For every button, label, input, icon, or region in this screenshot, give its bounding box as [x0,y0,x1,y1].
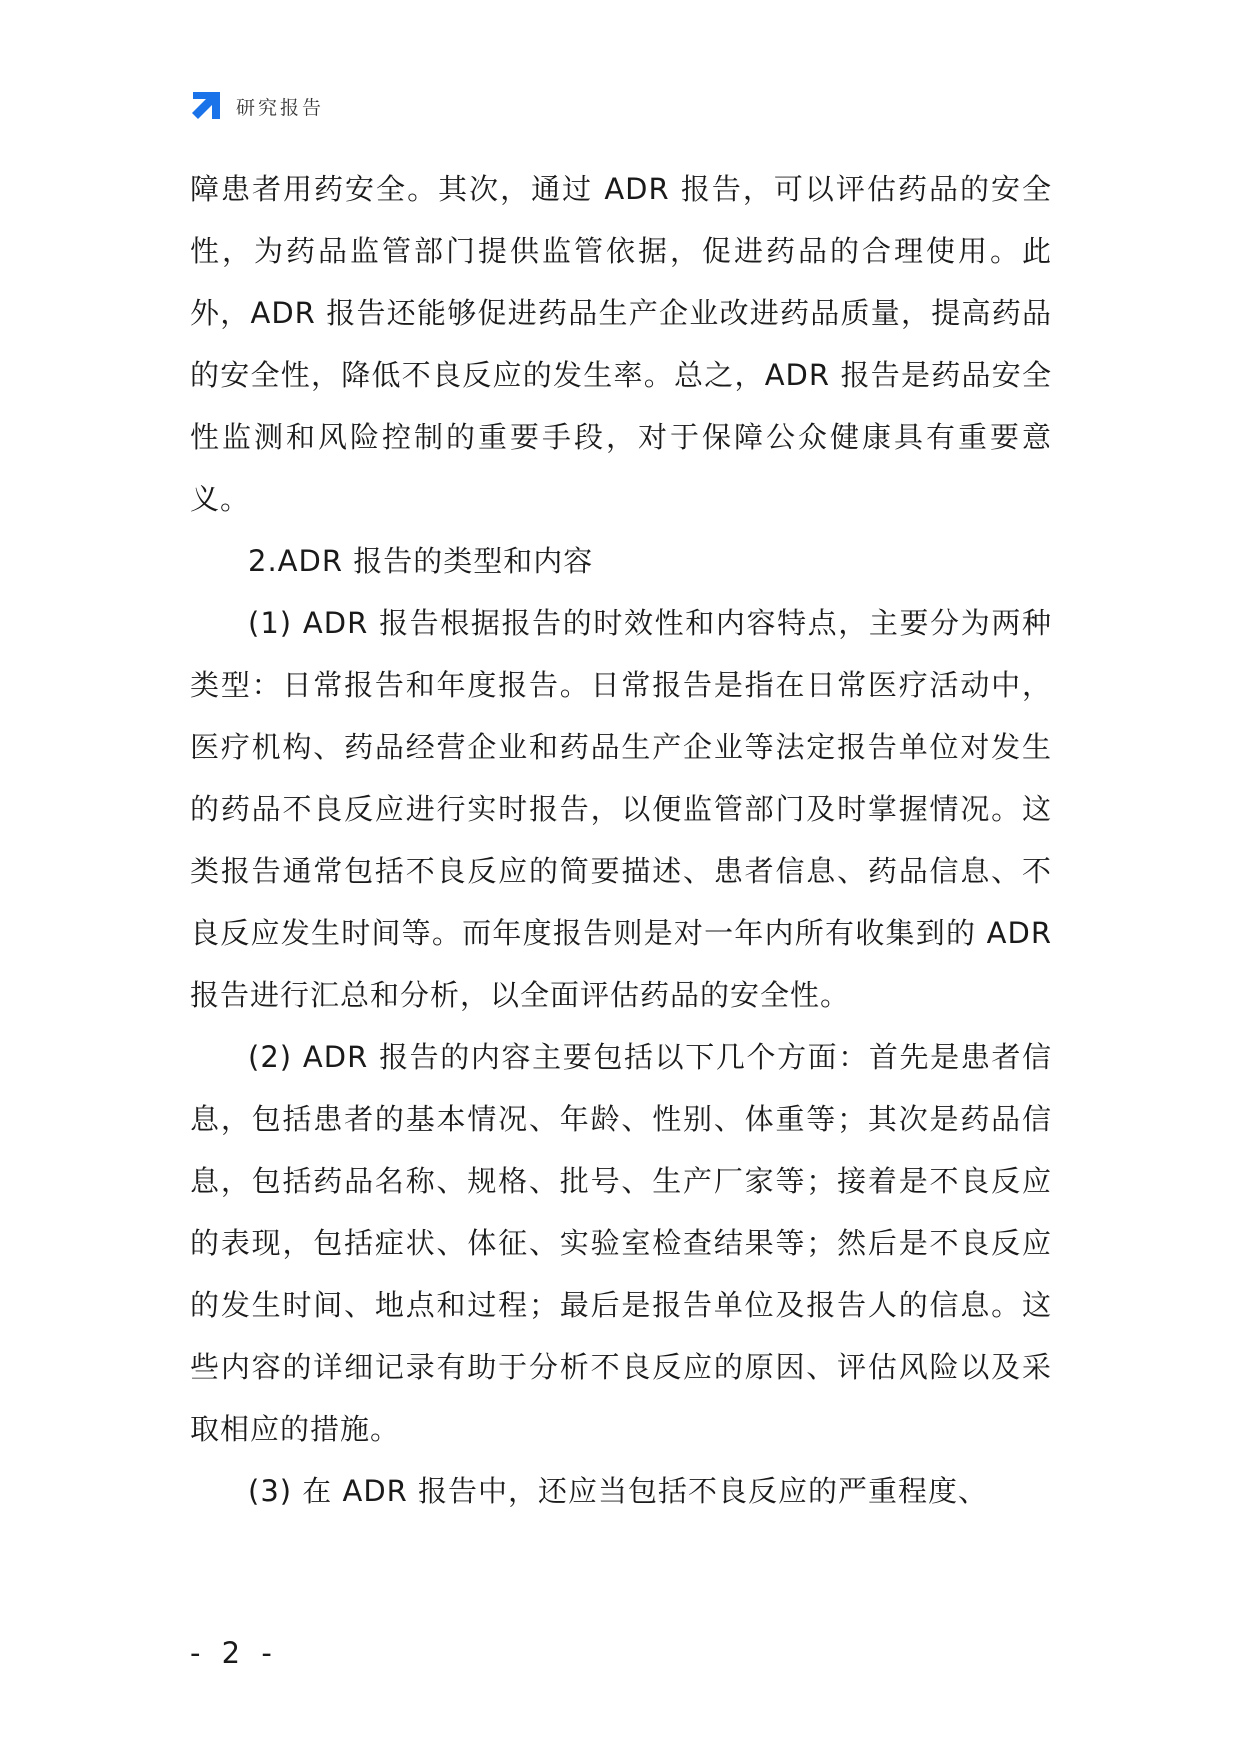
paragraph-continued: 障患者用药安全。其次，通过 ADR 报告，可以评估药品的安全性，为药品监管部门提供监管依据，促进药品的合理使用。此外，ADR 报告还能够促进药品生产企业改进药品质量，提高药品的安全性，降低不良反应的发生率。总之，ADR 报告是药品安全性监测和风险控制的重要手段，对于保障公众健康具有重要意义。 [190,172,1052,516]
header-title: 研究报告 [236,96,325,119]
paragraph-3: (3) 在 ADR 报告中，还应当包括不良反应的严重程度、 [248,1474,989,1508]
section-heading: 2.ADR 报告的类型和内容 [248,544,594,578]
paragraph-2: (2) ADR 报告的内容主要包括以下几个方面：首先是患者信息，包括患者的基本情况、年龄、性别、体重等；其次是药品信息，包括药品名称、规格、批号、生产厂家等；接着是不良反应的表现，包括症状、体征、实验室检查结果等；然后是不良反应的发生时间、地点和过程；最后是报告单位及报告人的信息。这些内容的详细记录有助于分析不良反应的原因、评估风险以及采取相应的措施。 [190,1040,1052,1446]
page-number: - 2 - [190,1636,278,1670]
document-body [190,158,1052,1522]
paragraph-1: (1) ADR 报告根据报告的时效性和内容特点，主要分为两种类型：日常报告和年度报告。日常报告是指在日常医疗活动中，医疗机构、药品经营企业和药品生产企业等法定报告单位对发生的药品不良反应进行实时报告，以便监管部门及时掌握情况。这类报告通常包括不良反应的简要描述、患者信息、药品信息、不良反应发生时间等。而年度报告则是对一年内所有收集到的 ADR 报告进行汇总和分析，以全面评估药品的安全性。 [190,606,1052,1012]
document-header [190,90,324,122]
arrow-logo-icon [190,90,222,122]
